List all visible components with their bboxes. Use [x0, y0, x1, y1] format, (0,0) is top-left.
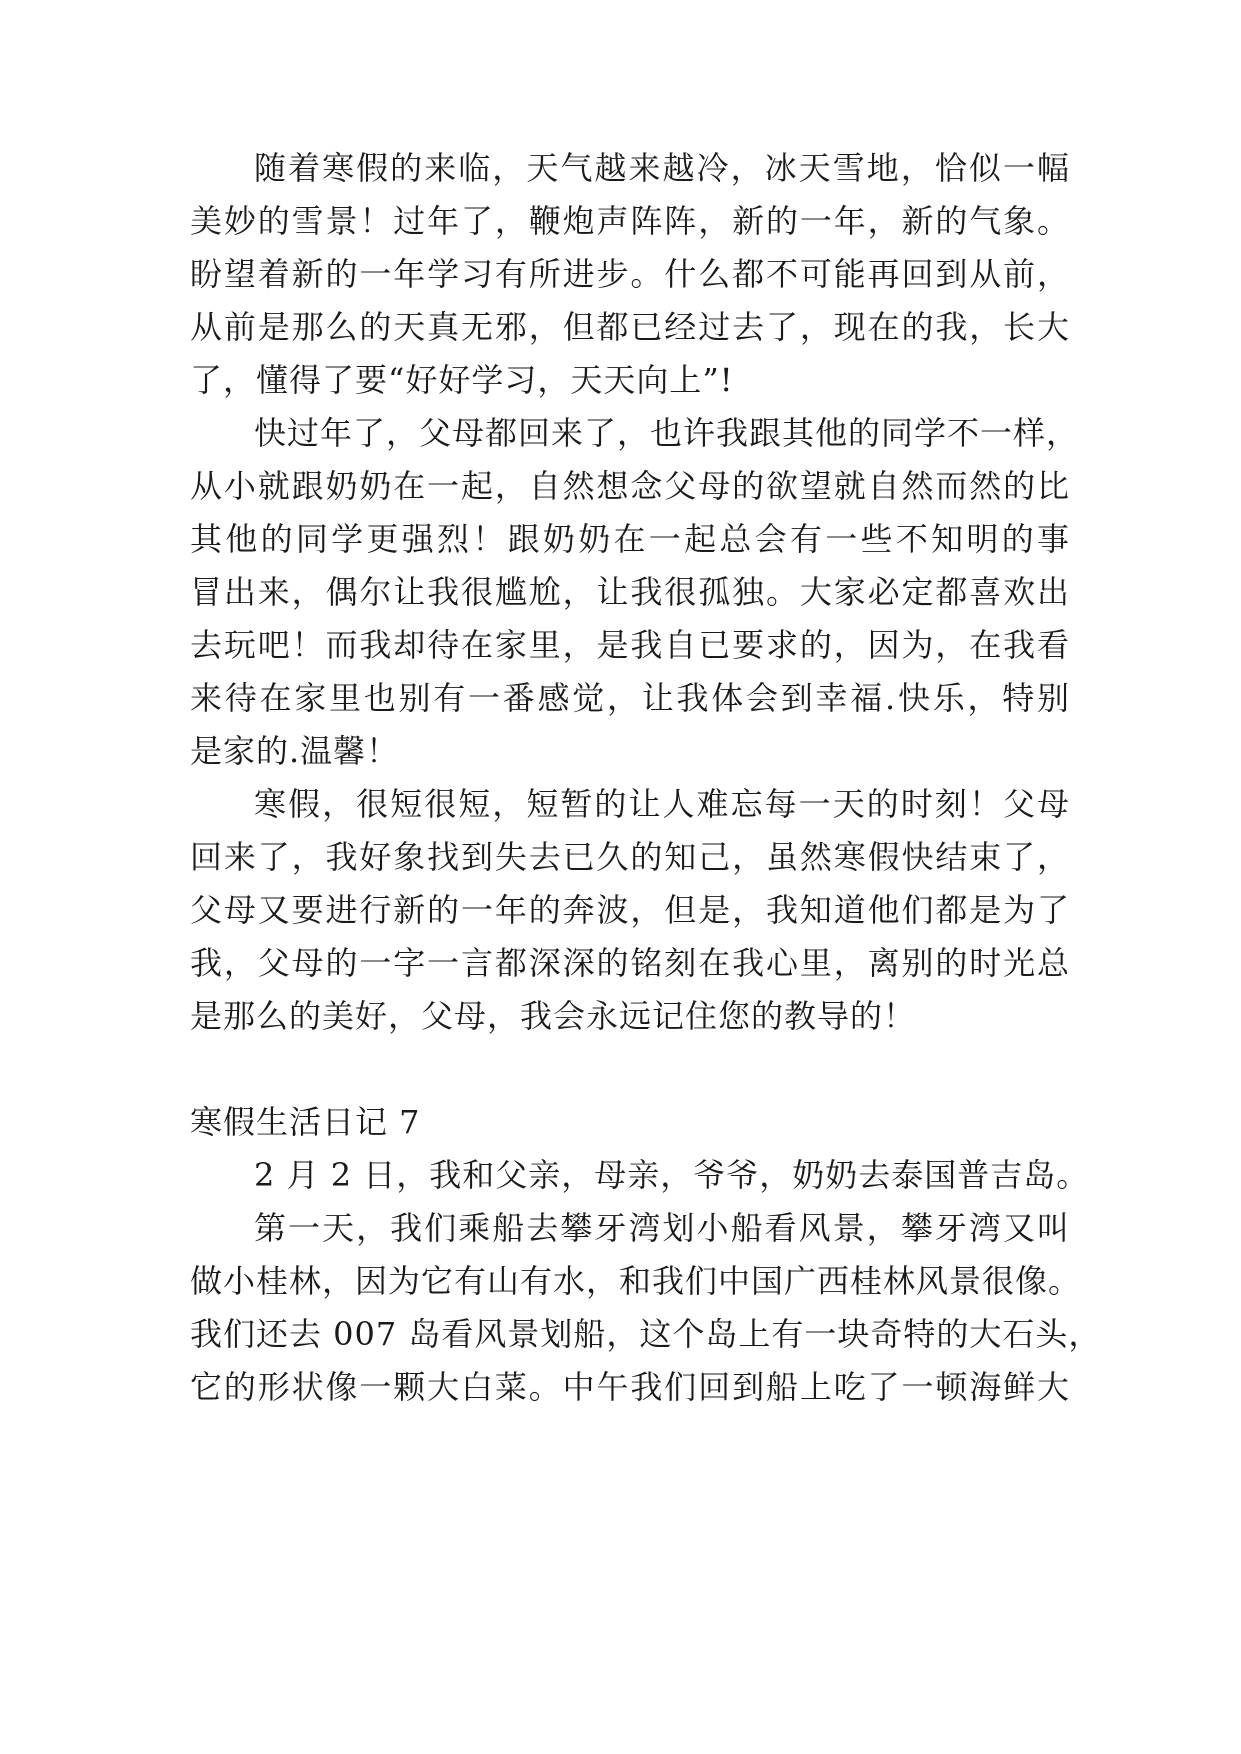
paragraph-2-line-6: 来待在家里也别有一番感觉，让我体会到幸福.快乐，特别 [190, 679, 1070, 717]
paragraph-5-line-3: 我们还去 007 岛看风景划船，这个岛上有一块奇特的大石头， [190, 1315, 1102, 1353]
paragraph-1-line-4: 从前是那么的天真无邪，但都已经过去了，现在的我，长大 [190, 308, 1070, 346]
paragraph-2-line-7: 是家的.温馨！ [190, 732, 400, 770]
paragraph-1-line-1: 随着寒假的来临，天气越来越冷，冰天雪地，恰似一幅 [254, 149, 1070, 187]
paragraph-2-line-3: 其他的同学更强烈！跟奶奶在一起总会有一些不知明的事 [190, 520, 1070, 558]
paragraph-2-line-4: 冒出来，偶尔让我很尴尬，让我很孤独。大家必定都喜欢出 [190, 573, 1070, 611]
paragraph-5-line-2: 做小桂林，因为它有山有水，和我们中国广西桂林风景很像。 [190, 1262, 1082, 1300]
paragraph-5-line-4: 它的形状像一颗大白菜。中午我们回到船上吃了一顿海鲜大 [190, 1368, 1070, 1406]
paragraph-2-line-2: 从小就跟奶奶在一起，自然想念父母的欲望就自然而然的比 [190, 467, 1070, 505]
paragraph-1-line-3: 盼望着新的一年学习有所进步。什么都不可能再回到从前， [190, 255, 1070, 293]
paragraph-3-line-1: 寒假，很短很短，短暂的让人难忘每一天的时刻！父母 [254, 785, 1070, 823]
paragraph-5-line-1: 第一天，我们乘船去攀牙湾划小船看风景，攀牙湾又叫 [254, 1209, 1070, 1247]
paragraph-2-line-5: 去玩吧！而我却待在家里，是我自已要求的，因为，在我看 [190, 626, 1070, 664]
paragraph-3-line-4: 我，父母的一字一言都深深的铭刻在我心里，离别的时光总 [190, 944, 1070, 982]
paragraph-2-line-1: 快过年了，父母都回来了，也许我跟其他的同学不一样， [254, 414, 1080, 452]
paragraph-1-line-2: 美妙的雪景！过年了，鞭炮声阵阵，新的一年，新的气象。 [190, 202, 1070, 240]
paragraph-3-line-5: 是那么的美好，父母，我会永远记住您的教导的！ [190, 997, 917, 1035]
paragraph-4-line-1: 2 月 2 日，我和父亲，母亲，爷爷，奶奶去泰国普吉岛。 [254, 1156, 1090, 1194]
paragraph-3-line-3: 父母又要进行新的一年的奔波，但是，我知道他们都是为了 [190, 891, 1070, 929]
paragraph-1-line-5: 了，懂得了要“好好学习，天天向上”! [190, 361, 734, 399]
section-title: 寒假生活日记 7 [190, 1103, 421, 1141]
paragraph-3-line-2: 回来了，我好象找到失去已久的知己，虽然寒假快结束了， [190, 838, 1070, 876]
